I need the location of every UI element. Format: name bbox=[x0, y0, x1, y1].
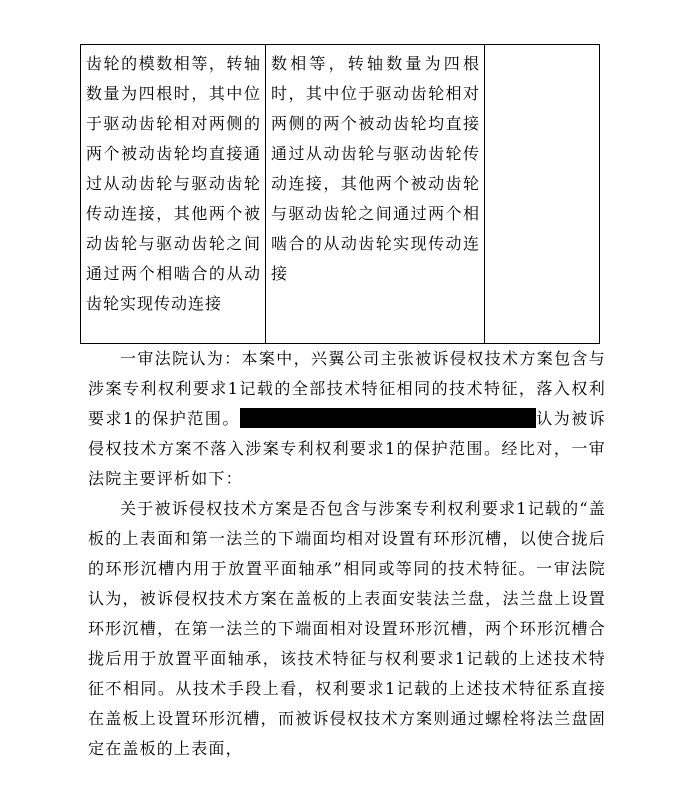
table-cell-accused-solution: 齿轮的模数相等，转轴数量为四根时，其中位于驱动齿轮相对两侧的两个被动齿轮均直接通过从动齿轮与驱动齿轮传动连接，其他两个被动齿轮与驱动齿轮之间通过两个相啮合的从动齿轮实现传动连接 bbox=[81, 45, 266, 343]
paragraph-text: 一审法院认为：本案中，兴翼公司主张被诉侵权技术方案包含与涉案专利权利要求1记载的全部技术特征相同的技术特征，落入权利要求1的保护范围。 bbox=[88, 349, 606, 428]
document-body bbox=[88, 344, 606, 764]
comparison-table bbox=[80, 44, 600, 344]
table-cell-remark bbox=[485, 45, 599, 343]
redaction-block bbox=[482, 408, 536, 428]
redaction-block bbox=[240, 408, 514, 428]
table-cell-patent-claim: 数相等，转轴数量为四根时，其中位于驱动齿轮相对两侧的两个被动齿轮均直接通过从动齿轮与驱动齿轮传动连接，其他两个被动齿轮与驱动齿轮之间通过两个相啮合的从动齿轮实现传动连接 bbox=[266, 45, 485, 343]
paragraph-analysis: 关于被诉侵权技术方案是否包含与涉案专利权利要求1记载的“盖板的上表面和第一法兰的下端面均相对设置有环形沉槽，以使合拢后的环形沉槽内用于放置平面轴承”相同或等同的技术特征。一审法院认为，被诉侵权技术方案在盖板的上表面安装法兰盘，法兰盘上设置环形沉槽，在第一法兰的下端面相对设置环形沉槽，两个环形沉槽合拢后用于放置平面轴承，该技术特征与权利要求1记载的上述技术特征不相同。从技术手段上看，权利要求1记载的上述技术特征系直接在盖板上设置环形沉槽，而被诉侵权技术方案则通过螺栓将法兰盘固定在盖板的上表面， bbox=[88, 499, 606, 758]
paragraph-court-opinion bbox=[88, 344, 606, 494]
paragraph-text: 认为被诉侵权技术方案不落入涉案专利权利要求1的保护范围。经比对，一审法院主要评析如下： bbox=[88, 409, 606, 488]
